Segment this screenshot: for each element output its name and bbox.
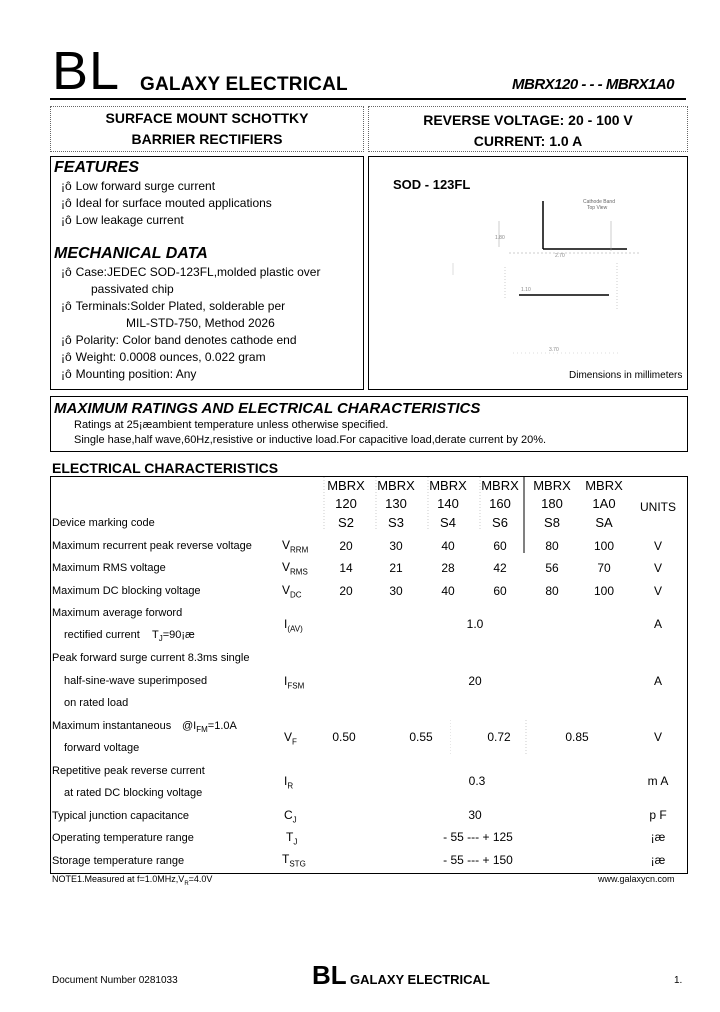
ir-symbol: $I_R$ bbox=[284, 774, 294, 791]
vrrm-unit: V bbox=[653, 539, 662, 553]
vrms-unit: V bbox=[653, 561, 662, 575]
vrrm-value: 20 bbox=[339, 539, 353, 553]
product-title-box bbox=[50, 106, 364, 152]
vrrm-symbol: $V_{RRM}$ bbox=[282, 538, 309, 555]
col-header-part: 120 bbox=[335, 496, 357, 511]
cj-unit: p F bbox=[649, 808, 667, 822]
ifsm-label-3: on rated load bbox=[64, 697, 129, 709]
vdc-value: 40 bbox=[441, 584, 455, 598]
vrrm-value: 40 bbox=[441, 539, 455, 553]
tstg-value: - 55 --- + 150 bbox=[443, 853, 513, 867]
cj-symbol: $C_J$ bbox=[284, 808, 297, 825]
mech-item-cont: MIL-STD-750, Method 2026 bbox=[126, 316, 275, 330]
vrms-value: 14 bbox=[339, 561, 353, 575]
package-name: SOD - 123FL bbox=[393, 177, 471, 192]
ratings-note-1: Ratings at 25¡æambient temperature unless otherwise specified. bbox=[74, 419, 389, 431]
package-box bbox=[368, 156, 688, 390]
col-header-top: MBRX bbox=[533, 478, 571, 493]
vrms-value: 21 bbox=[389, 561, 403, 575]
page-number: 1. bbox=[674, 975, 683, 986]
vrms-label: Maximum RMS voltage bbox=[52, 562, 166, 574]
marking-code: S6 bbox=[492, 515, 508, 530]
ifsm-unit: A bbox=[653, 674, 662, 688]
col-header-part: 180 bbox=[541, 496, 563, 511]
tj-symbol: $T_J$ bbox=[286, 830, 298, 847]
mech-item: ¡ô Weight: 0.0008 ounces, 0.022 gram bbox=[61, 350, 266, 364]
marking-code: S3 bbox=[388, 515, 404, 530]
iav-unit: A bbox=[653, 617, 662, 631]
mech-item: ¡ô Terminals:Solder Plated, solderable per bbox=[61, 299, 286, 313]
iav-condition: $T_J=90¡æ$ bbox=[152, 629, 195, 644]
iav-label-2: rectified current bbox=[64, 629, 140, 641]
vrrm-value: 30 bbox=[389, 539, 403, 553]
logo-bl: BL bbox=[52, 41, 121, 101]
vf-unit: V bbox=[653, 730, 662, 744]
header-rule bbox=[50, 98, 686, 100]
ir-label-1: Repetitive peak reverse current bbox=[52, 765, 205, 777]
marking-code: S2 bbox=[338, 515, 354, 530]
ifsm-symbol: $I_{FSM}$ bbox=[284, 674, 305, 691]
marking-code: S8 bbox=[544, 515, 560, 530]
col-header-part: 140 bbox=[437, 496, 459, 511]
vrms-value: 70 bbox=[597, 561, 611, 575]
vdc-value: 80 bbox=[545, 584, 559, 598]
vrrm-value: 80 bbox=[545, 539, 559, 553]
ratings-note-2: Single hase,half wave,60Hz,resistive or inductive load.For capacitive load,derate current by 20%. bbox=[74, 434, 547, 446]
vf-value: 0.85 bbox=[565, 730, 589, 744]
dim-label-b: 3.70 bbox=[549, 347, 559, 353]
document-number: Document Number 0281033 bbox=[52, 975, 178, 986]
rating-title-box bbox=[368, 106, 688, 152]
col-header-part: 1A0 bbox=[592, 496, 616, 511]
ec-title: ELECTRICAL CHARACTERISTICS bbox=[52, 460, 279, 476]
ir-unit: m A bbox=[647, 774, 669, 788]
vrms-value: 42 bbox=[493, 561, 507, 575]
cj-label: Typical junction capacitance bbox=[52, 810, 189, 822]
ir-label-2: at rated DC blocking voltage bbox=[64, 787, 203, 799]
vf-value: 0.50 bbox=[332, 730, 356, 744]
vf-condition: $@I_{FM}=1.0A$ bbox=[182, 720, 237, 735]
vrms-symbol: $V_{RMS}$ bbox=[282, 560, 308, 577]
vf-value: 0.72 bbox=[487, 730, 511, 744]
col-header-top: MBRX bbox=[585, 478, 623, 493]
dim-label-d: 1.10 bbox=[521, 287, 531, 293]
vdc-value: 100 bbox=[593, 584, 615, 598]
max-ratings-title: MAXIMUM RATINGS AND ELECTRICAL CHARACTERISTICS bbox=[54, 400, 481, 417]
mech-item-cont: passivated chip bbox=[91, 282, 174, 296]
ir-value: 0.3 bbox=[468, 774, 486, 788]
reverse-voltage-title: REVERSE VOLTAGE: 20 - 100 V bbox=[423, 112, 633, 128]
iav-value: 1.0 bbox=[466, 617, 484, 631]
vf-label-2: forward voltage bbox=[64, 742, 140, 754]
dimensions-note: Dimensions in millimeters bbox=[569, 370, 683, 381]
units-header: UNITS bbox=[640, 500, 676, 514]
vdc-value: 60 bbox=[493, 584, 507, 598]
col-header-top: MBRX bbox=[377, 478, 415, 493]
vrrm-label: Maximum recurrent peak reverse voltage bbox=[52, 540, 252, 552]
col-header-top: MBRX bbox=[429, 478, 467, 493]
col-header-part: 160 bbox=[489, 496, 511, 511]
vf-value: 0.55 bbox=[409, 730, 433, 744]
iav-label-1: Maximum average forword bbox=[52, 607, 183, 619]
ifsm-label-2: half-sine-wave superimposed bbox=[64, 675, 208, 687]
vrrm-value: 100 bbox=[593, 539, 615, 553]
footer-company: GALAXY ELECTRICAL bbox=[350, 972, 490, 987]
tstg-label: Storage temperature range bbox=[52, 855, 185, 867]
mech-item: ¡ô Polarity: Color band denotes cathode end bbox=[61, 333, 297, 347]
col-header-top: MBRX bbox=[481, 478, 519, 493]
cj-value: 30 bbox=[468, 808, 482, 822]
tj-value: - 55 --- + 125 bbox=[443, 830, 513, 844]
ifsm-label-1: Peak forward surge current 8.3ms single bbox=[52, 652, 250, 664]
footer-logo: BL bbox=[312, 960, 347, 990]
tstg-symbol: $T_{STG}$ bbox=[282, 852, 306, 869]
product-title-line-2: BARRIER RECTIFIERS bbox=[131, 131, 283, 147]
top-view-label: Top View bbox=[587, 205, 608, 211]
vrrm-value: 60 bbox=[493, 539, 507, 553]
col-header-top: MBRX bbox=[327, 478, 365, 493]
vrms-value: 28 bbox=[441, 561, 455, 575]
marking-code: SA bbox=[595, 515, 613, 530]
marking-code-label: Device marking code bbox=[52, 517, 155, 529]
package-drawing bbox=[439, 191, 639, 361]
vdc-unit: V bbox=[653, 584, 662, 598]
product-title-line-1: SURFACE MOUNT SCHOTTKY bbox=[105, 110, 309, 126]
measurement-note: NOTE1.Measured at $f=1.0MHz,V_R=4.0V$ bbox=[52, 874, 213, 887]
vf-dividers bbox=[450, 720, 550, 756]
tstg-unit: ¡æ bbox=[650, 853, 666, 867]
tj-label: Operating temperature range bbox=[52, 832, 194, 844]
dim-label-a: 2.70 bbox=[555, 253, 565, 259]
vdc-symbol: $V_{DC}$ bbox=[282, 583, 302, 600]
vf-label-1: Maximum instantaneous bbox=[52, 720, 172, 732]
vrms-value: 56 bbox=[545, 561, 559, 575]
iav-symbol: $I_{(AV)}$ bbox=[284, 617, 303, 634]
part-range-title: MBRX120 - - - MBRX1A0 bbox=[512, 76, 675, 93]
mechanical-title: MECHANICAL DATA bbox=[54, 245, 208, 262]
company-name: GALAXY ELECTRICAL bbox=[140, 74, 348, 95]
marking-code: S4 bbox=[440, 515, 456, 530]
ifsm-value: 20 bbox=[468, 674, 482, 688]
vdc-value: 30 bbox=[389, 584, 403, 598]
features-box bbox=[50, 156, 364, 390]
dim-label-c: 1.80 bbox=[495, 235, 505, 241]
mech-item: ¡ô Case:JEDEC SOD-123FL,molded plastic over bbox=[61, 265, 321, 279]
mech-item: ¡ô Mounting position: Any bbox=[61, 367, 197, 381]
vdc-label: Maximum DC blocking voltage bbox=[52, 585, 201, 597]
feature-item: ¡ô Low leakage current bbox=[61, 213, 184, 227]
feature-item: ¡ô Ideal for surface mouted applications bbox=[61, 196, 272, 210]
website-url: www.galaxycn.com bbox=[598, 874, 675, 884]
tj-unit: ¡æ bbox=[650, 830, 666, 844]
feature-item: ¡ô Low forward surge current bbox=[61, 179, 216, 193]
vf-symbol: $V_F$ bbox=[284, 730, 297, 747]
features-title: FEATURES bbox=[54, 159, 140, 176]
cathode-band-label: Cathode Band bbox=[583, 199, 615, 205]
col-header-part: 130 bbox=[385, 496, 407, 511]
vdc-value: 20 bbox=[339, 584, 353, 598]
current-title: CURRENT: 1.0 A bbox=[473, 133, 583, 149]
